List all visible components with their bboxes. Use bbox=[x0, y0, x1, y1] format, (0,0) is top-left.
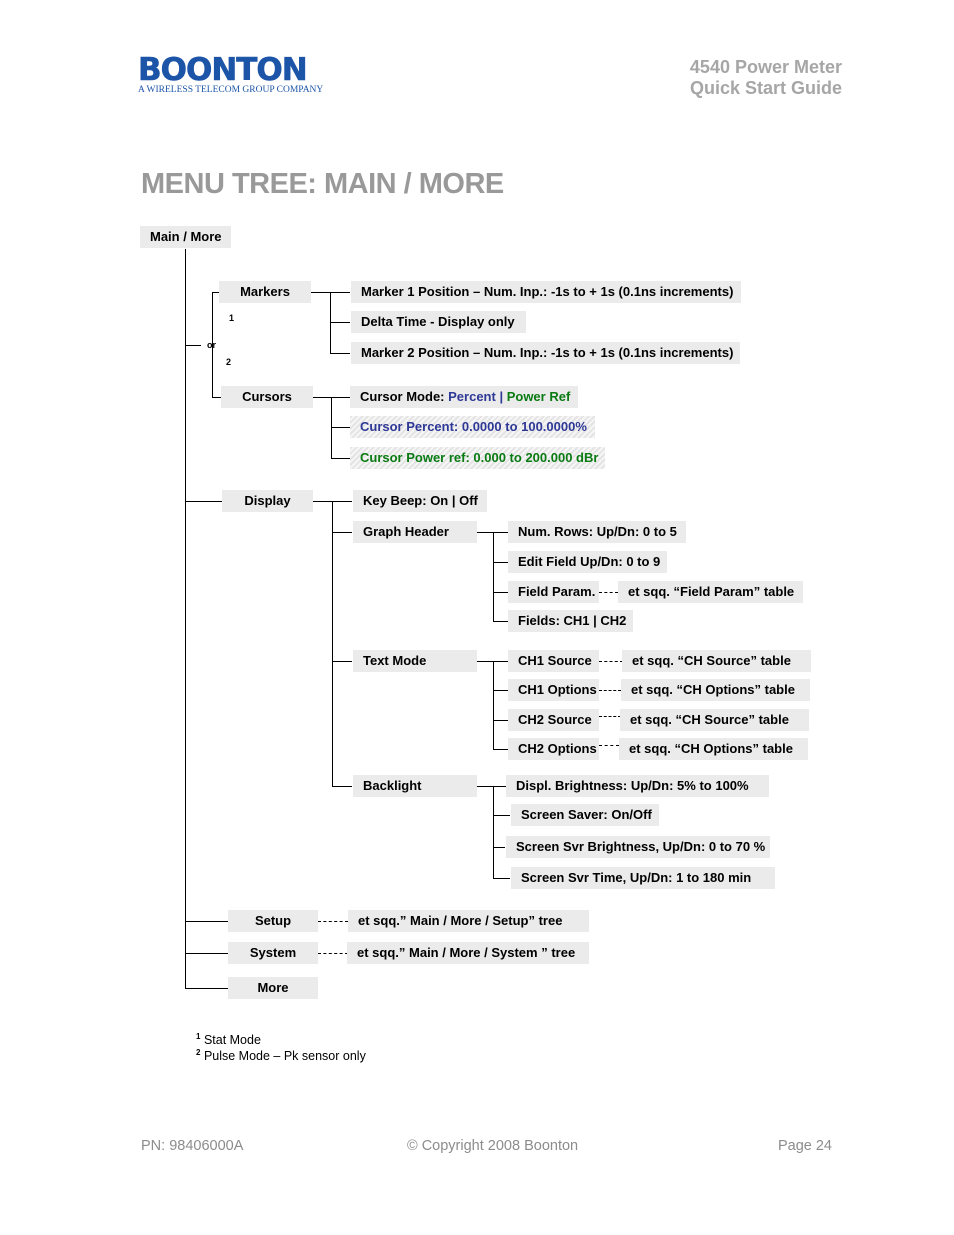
edit-field: Edit Field Up/Dn: 0 to 9 bbox=[508, 551, 667, 573]
system-node: System bbox=[228, 942, 318, 964]
delta-time: Delta Time - Display only bbox=[351, 311, 526, 333]
fields-ch: Fields: CH1 | CH2 bbox=[508, 610, 633, 632]
marker2-position: Marker 2 Position – Num. Inp.: -1s to + 1s (0.1ns increments) bbox=[351, 342, 740, 364]
ch1-options: CH1 Options bbox=[508, 679, 599, 701]
ch1-source-ref: et sqq. “CH Source” table bbox=[622, 650, 811, 672]
footnote-1-mark: 1 bbox=[196, 1032, 201, 1041]
setup-node: Setup bbox=[228, 910, 318, 932]
page-number: Page 24 bbox=[777, 1138, 832, 1154]
field-param: Field Param. bbox=[508, 581, 599, 603]
field-param-ref: et sqq. “Field Param” table bbox=[618, 581, 803, 603]
note-2-marker: 2 bbox=[226, 357, 232, 367]
display-node: Display bbox=[222, 490, 313, 512]
ch2-source: CH2 Source bbox=[508, 709, 599, 731]
setup-ref: et sqq.” Main / More / Setup” tree bbox=[348, 910, 589, 932]
marker1-position: Marker 1 Position – Num. Inp.: -1s to + 1s (0.1ns increments) bbox=[351, 281, 741, 303]
note-1-marker: 1 bbox=[229, 313, 235, 323]
displ-brightness: Displ. Brightness: Up/Dn: 5% to 100% bbox=[506, 775, 769, 797]
cursors-node: Cursors bbox=[221, 386, 313, 408]
ch2-options-ref: et sqq. “CH Options” table bbox=[619, 738, 808, 760]
cursor-mode-power: Power Ref bbox=[506, 389, 571, 404]
screen-svr-brightness: Screen Svr Brightness, Up/Dn: 0 to 70 % bbox=[506, 836, 770, 858]
root-main-more: Main / More bbox=[140, 226, 231, 248]
ch1-source: CH1 Source bbox=[508, 650, 599, 672]
footnote-1 bbox=[196, 1033, 261, 1047]
more-node: More bbox=[228, 977, 318, 999]
copyright: © Copyright 2008 Boonton bbox=[407, 1138, 579, 1154]
ch2-options: CH2 Options bbox=[508, 738, 599, 760]
boonton-logo bbox=[138, 52, 324, 95]
cursor-mode-percent: Percent bbox=[448, 389, 496, 404]
document-header bbox=[690, 57, 842, 99]
system-ref: et sqq.” Main / More / System ” tree bbox=[347, 942, 589, 964]
footnote-2-mark: 2 bbox=[196, 1048, 201, 1057]
backlight-node: Backlight bbox=[353, 775, 477, 797]
footnote-2 bbox=[196, 1049, 366, 1063]
ch1-options-ref: et sqq. “CH Options” table bbox=[621, 679, 810, 701]
ch2-source-ref: et sqq. “CH Source” table bbox=[620, 709, 809, 731]
cursor-mode-separator: | bbox=[495, 389, 507, 404]
cursor-mode bbox=[350, 386, 578, 408]
num-rows: Num. Rows: Up/Dn: 0 to 5 bbox=[508, 521, 686, 543]
or-label: or bbox=[207, 340, 216, 350]
cursor-mode-label: Cursor Mode: bbox=[360, 389, 449, 404]
markers-node: Markers bbox=[219, 281, 311, 303]
text-mode-node: Text Mode bbox=[353, 650, 477, 672]
cursor-percent: Cursor Percent: 0.0000 to 100.0000% bbox=[350, 416, 595, 438]
screen-saver: Screen Saver: On/Off bbox=[511, 804, 659, 826]
cursor-power-ref: Cursor Power ref: 0.000 to 200.000 dBr bbox=[350, 447, 605, 469]
logo-wordmark: BOONTON bbox=[138, 52, 307, 88]
key-beep: Key Beep: On | Off bbox=[353, 490, 487, 512]
page-title: MENU TREE: MAIN / MORE bbox=[141, 168, 504, 200]
footnote-1-text: Stat Mode bbox=[203, 1033, 261, 1047]
footnote-2-text: Pulse Mode – Pk sensor only bbox=[203, 1049, 366, 1063]
graph-header-node: Graph Header bbox=[353, 521, 477, 543]
product-name: 4540 Power Meter bbox=[689, 57, 842, 77]
part-number: PN: 98406000A bbox=[141, 1138, 244, 1154]
logo-tagline: A WIRELESS TELECOM GROUP COMPANY bbox=[138, 85, 324, 95]
document-name: Quick Start Guide bbox=[689, 78, 842, 98]
screen-svr-time: Screen Svr Time, Up/Dn: 1 to 180 min bbox=[511, 867, 775, 889]
